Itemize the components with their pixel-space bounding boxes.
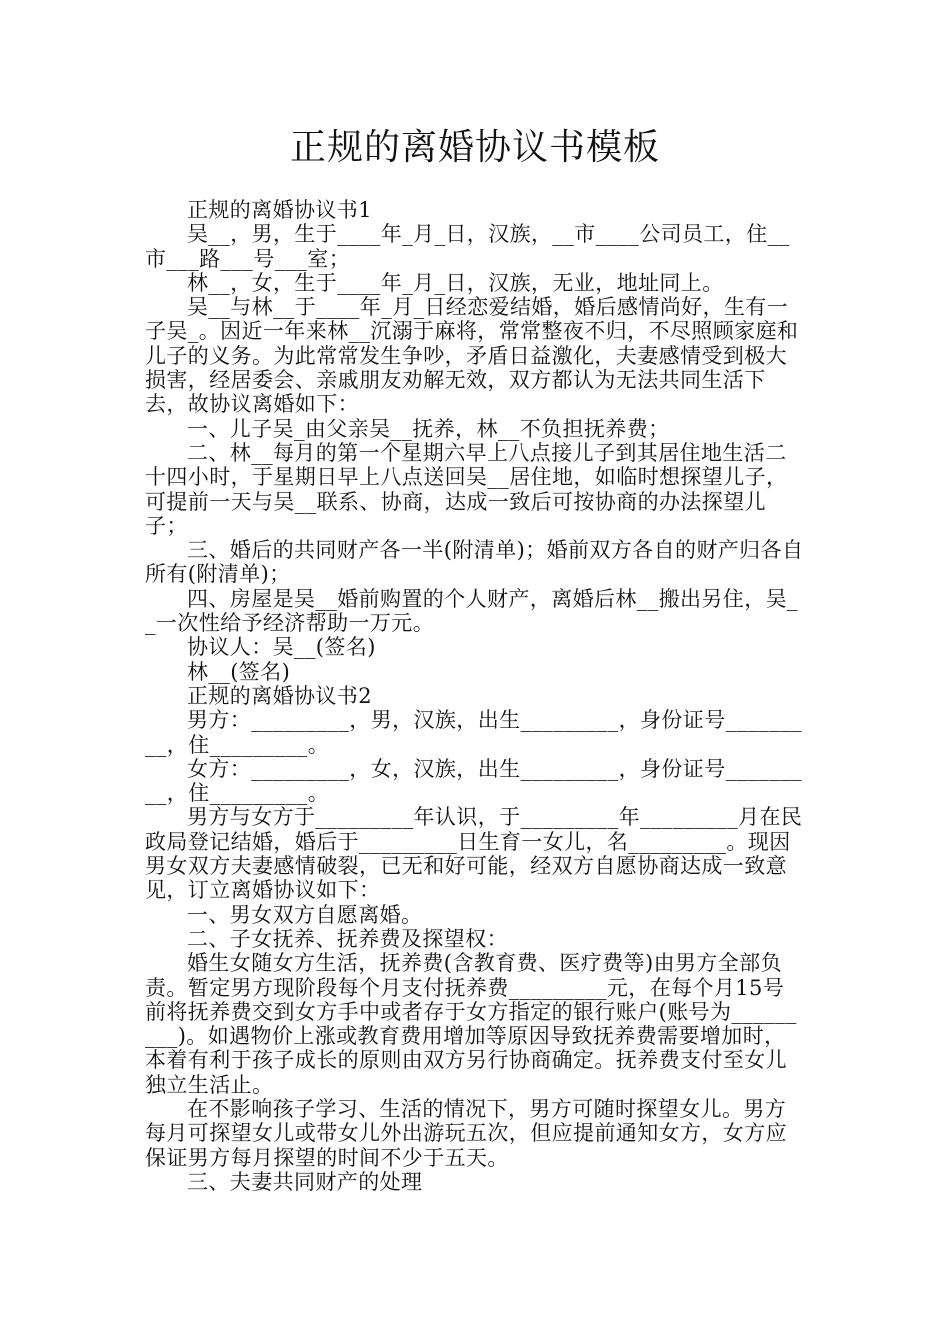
party-male-info: 男方：_________，男，汉族，出生_________，身份证号_________，住_________。 xyxy=(145,708,802,757)
document-body xyxy=(145,198,805,1194)
signature-lin: 林__(签名) xyxy=(187,659,291,684)
clause-3-property: 三、婚后的共同财产各一半(附清单)；婚前双方各自的财产归各自所有(附清单)； xyxy=(145,538,804,587)
clause-voluntary-divorce: 一、男女双方自愿离婚。 xyxy=(187,902,423,927)
signature-wu: 协议人：吴__(签名) xyxy=(187,635,376,660)
clause-2-visitation: 二、林__每月的第一个星期六早上八点接儿子到其居住地生活二十四小时，于星期日早上八点送回吴__居住地，如临时想探望儿子，可提前一天与吴__联系、协商，达成一致后可按协商的办法探望儿子； xyxy=(145,440,788,538)
party-lin-info: 林__，女，生于____年_月_日，汉族，无业，地址同上。 xyxy=(187,270,724,295)
clause-child-support-heading: 二、子女抚养、抚养费及探望权： xyxy=(187,926,508,951)
party-female-info: 女方：_________，女，汉族，出生_________，身份证号_________，住_________。 xyxy=(145,756,802,806)
document-title: 正规的离婚协议书模板 xyxy=(289,127,660,168)
clause-1-custody: 一、儿子吴_由父亲吴__抚养，林__不负担抚养费； xyxy=(187,416,670,441)
section-heading-1: 正规的离婚协议书1 xyxy=(187,198,372,222)
visitation-paragraph: 在不影响孩子学习、生活的情况下，男方可随时探望女儿。男方每月可探望女儿或带女儿外出游玩五次，但应提前通知女方，女方应保证男方每月探望的时间不少于五天。 xyxy=(145,1096,787,1170)
clause-joint-property-heading: 三、夫妻共同财产的处理 xyxy=(187,1169,423,1194)
clause-4-house: 四、房屋是吴__婚前购置的个人财产，离婚后林__搬出另住，吴__一次性给予经济帮助一万元。 xyxy=(145,586,798,636)
child-support-paragraph: 婚生女随女方生活，抚养费(含教育费、医疗费等)由男方全部负责。暂定男方现阶段每个月支付抚养费_________元，在每个月15号前将抚养费交到女方手中或者存于女方指定的银行账户(账号为_________)。如遇物价上涨或教育费用增加等原因导致抚养费需要增加时，本着有利于孩子成长的原则由双方另行协商确定。抚养费支付至女儿独立生活止。 xyxy=(145,951,797,1097)
background-paragraph: 吴__与林__于____年_月_日经恋爱结婚，婚后感情尚好，生有一子吴_。因近一年来林__沉溺于麻将，常常整夜不归，不尽照顾家庭和儿子的义务。为此常常发生争吵，矛盾日益激化，夫妻感情受到极大损害，经居委会、亲戚朋友劝解无效，双方都认为无法共同生活下去，故协议离婚如下： xyxy=(145,295,799,417)
party-wu-info: 吴__，男，生于____年_月_日，汉族，__市____公司员工，住__市___路___号___室； xyxy=(145,222,790,271)
section-heading-2: 正规的离婚协议书2 xyxy=(187,683,372,708)
marriage-background: 男方与女方于_________年认识，于_________年_________月在民政局登记结婚，婚后于_________日生育一女儿，名_________。现因男女双方夫妻感情破裂，已无和好可能，经双方自愿协商达成一致意见，订立离婚协议如下： xyxy=(145,805,803,903)
